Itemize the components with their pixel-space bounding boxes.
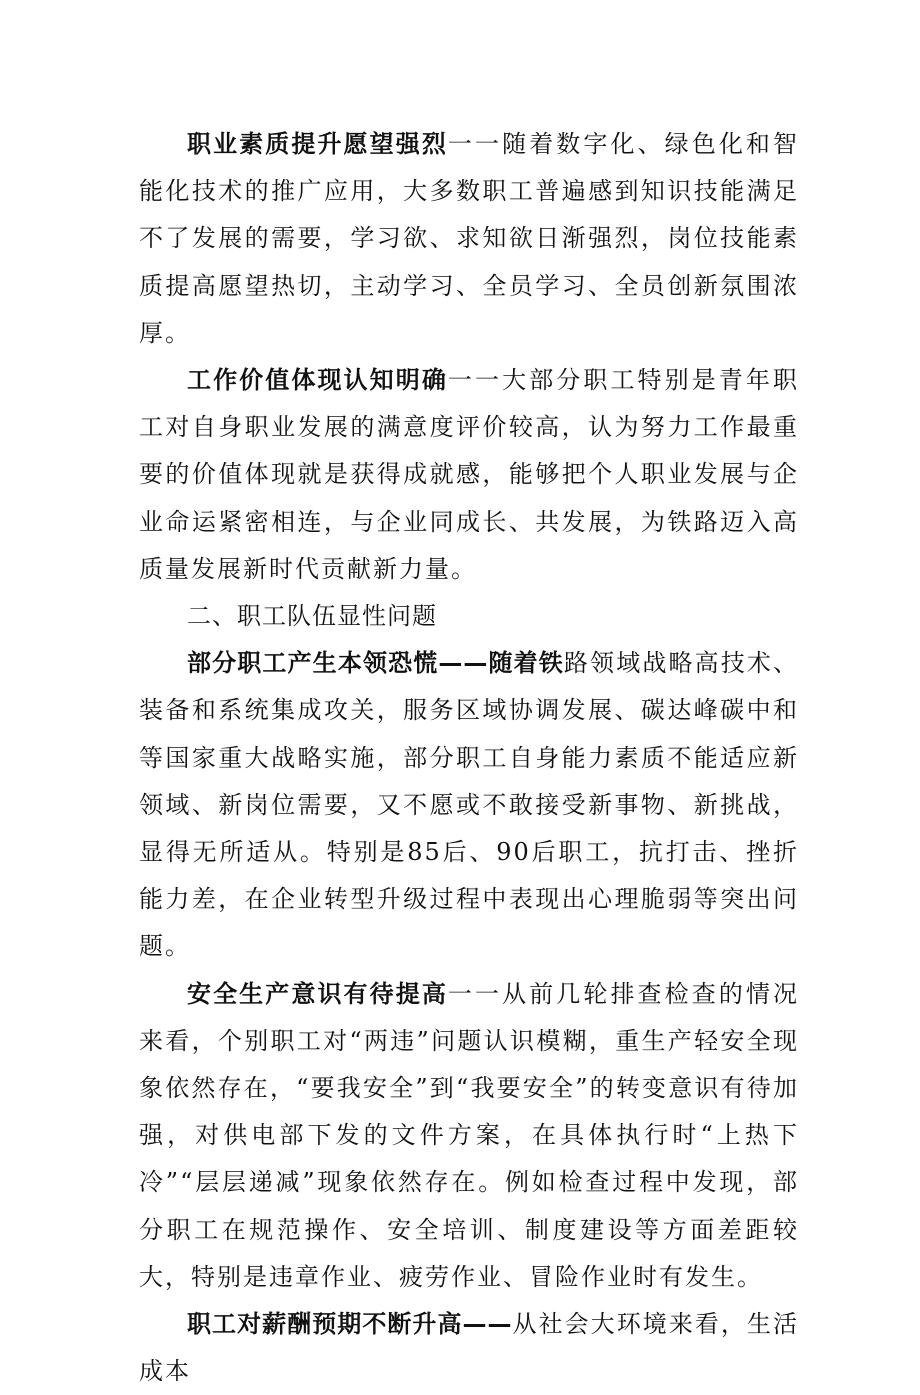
paragraph-lead: 安全生产意识有待提高: [187, 979, 448, 1008]
paragraph-text: 一一随着数字化、绿色化和智能化技术的推广应用，大多数职工普遍感到知识技能满足不了发展的需要，学习欲、求知欲日渐强烈，岗位技能素质提高愿望热切，主动学习、全员学习、全员创新氛围浓厚。: [139, 130, 800, 347]
paragraph-lead: 职业素质提升愿望强烈: [187, 130, 448, 158]
paragraph-salary-expectation: [139, 1301, 799, 1395]
paragraph-text: 一一从前几轮排查检查的情况来看，个别职工对“两违”问题认识模糊，重生产轻安全现象依然存在，“要我安全”到“我要安全”的转变意识有待加强，对供电部下发的文件方案，在具体执行时“上热下冷”“层层递减”现象依然存在。例如检查过程中发现，部分职工在规范操作、安全培训、制度建设等方面差距较大，特别是违章作业、疲劳作业、冒险作业时有发生。: [139, 979, 800, 1291]
paragraph-lead: 部分职工产生本领恐慌——随着铁: [187, 649, 564, 678]
paragraph-lead: 工作价值体现认知明确: [187, 366, 448, 395]
paragraph-career-quality: [139, 121, 799, 357]
paragraph-lead: 职工对薪酬预期不断升高——: [187, 1310, 513, 1339]
document-body: [139, 121, 799, 1395]
paragraph-text: 路领域战略高技术、装备和系统集成攻关，服务区域协调发展、碳达峰碳中和等国家重大战略实施，部分职工自身能力素质不能适应新领域、新岗位需要，又不愿或不敢接受新事物、新挑战，显得无所适从。特别是85后、90后职工，抗打击、挫折能力差，在企业转型升级过程中表现出心理脆弱等突出问题。: [139, 649, 800, 961]
paragraph-skill-anxiety: [139, 640, 799, 970]
paragraph-work-value: [139, 357, 799, 593]
paragraph-safety-awareness: [139, 971, 799, 1301]
paragraph-text: 一一大部分职工特别是青年职工对自身职业发展的满意度评价较高，认为努力工作最重要的价值体现就是获得成就感，能够把个人职业发展与企业命运紧密相连，与企业同成长、共发展，为铁路迈入高质量发展新时代贡献新力量。: [139, 366, 800, 583]
section-heading: 二、职工队伍显性问题: [187, 602, 437, 631]
paragraph-text: 从社会大环境来看，生活成本: [139, 1310, 799, 1386]
